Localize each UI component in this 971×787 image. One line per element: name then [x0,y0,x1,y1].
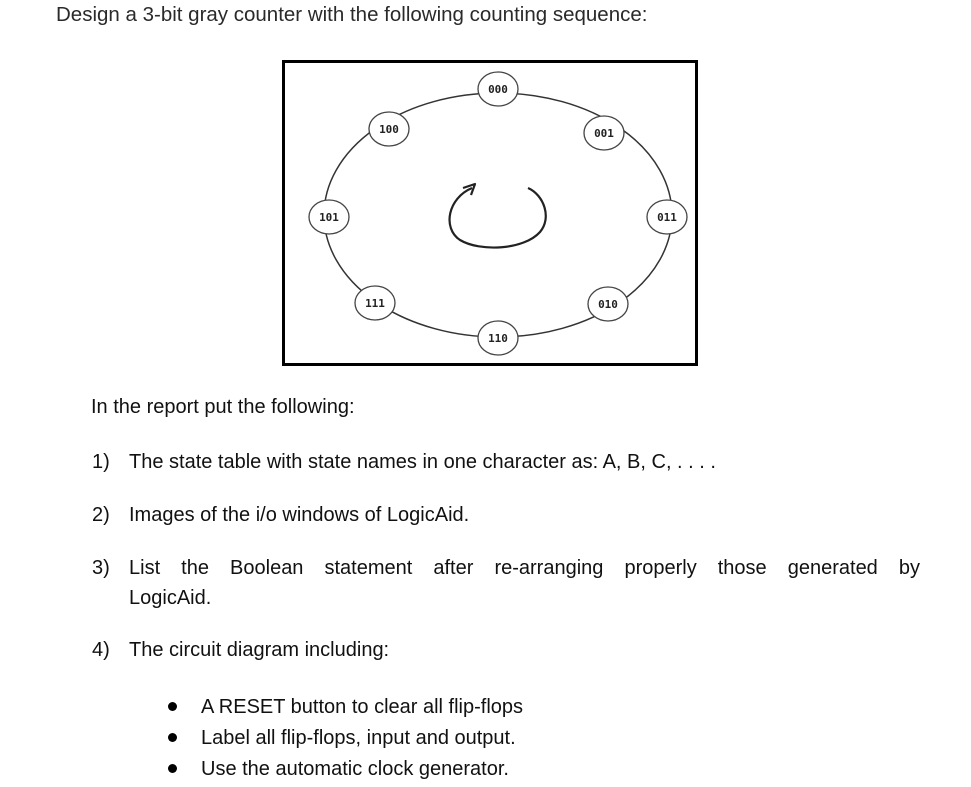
state-diagram-svg [282,60,698,366]
bullet-icon [168,702,177,711]
item-text: The state table with state names in one character as: A, B, C, . . . . [129,451,716,473]
state-011-label: 011 [657,211,677,224]
list-item-text: Label all flip-flops, input and output. [201,727,516,749]
bullet-icon [168,764,177,773]
state-101-label: 101 [319,211,339,224]
item-number: 4) [92,639,110,661]
list-item [165,756,523,787]
state-000-label: 000 [488,83,508,96]
state-111-label: 111 [365,297,385,310]
list-item-text: A RESET button to clear all flip-flops [201,696,524,718]
state-010 [588,287,628,321]
state-110 [478,321,518,355]
item-text: The circuit diagram including: [129,639,390,661]
rotation-arrow-icon [450,184,546,248]
item-text-line-2: LogicAid. [129,587,212,609]
state-001 [584,116,624,150]
state-diagram [282,60,698,366]
state-111 [355,286,395,320]
item-number: 3) [92,557,110,579]
state-001-label: 001 [594,127,614,140]
item-number: 2) [92,504,110,526]
item-text-line-1: List the Boolean statement after re-arranging properly those generated by [129,557,920,579]
state-100-label: 100 [379,123,399,136]
state-000 [478,72,518,106]
list-item [165,725,523,756]
list-item-text: Use the automatic clock generator. [201,758,509,780]
state-110-label: 110 [488,332,508,345]
state-010-label: 010 [598,298,618,311]
item-number: 1) [92,451,110,473]
circuit-requirements-list [165,694,523,787]
state-101 [309,200,349,234]
bullet-icon [168,733,177,742]
report-intro: In the report put the following: [91,396,355,418]
page-title: Design a 3-bit gray counter with the following counting sequence: [56,3,648,26]
state-011 [647,200,687,234]
list-item [165,694,523,725]
item-text: Images of the i/o windows of LogicAid. [129,504,470,526]
state-100 [369,112,409,146]
